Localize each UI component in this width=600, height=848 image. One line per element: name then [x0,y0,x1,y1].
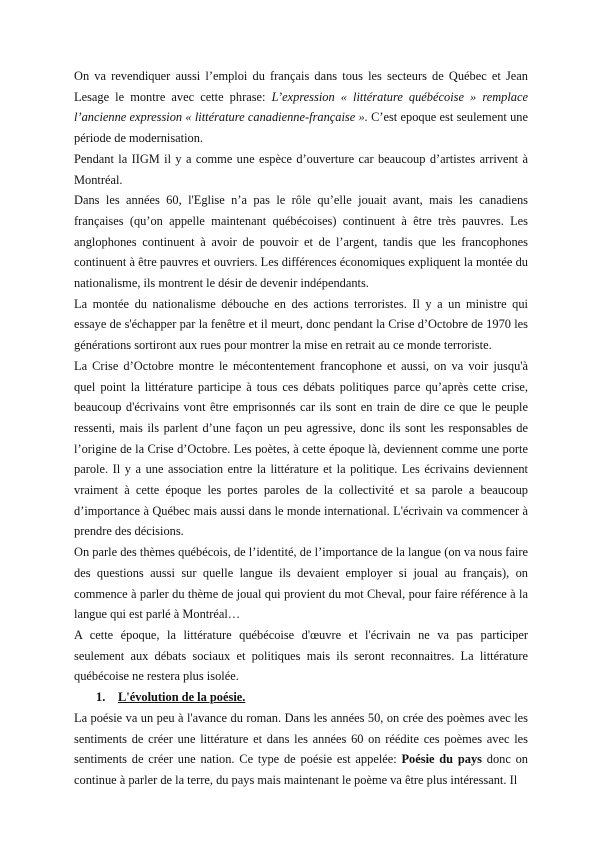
paragraph-crise-octobre: La Crise d’Octobre montre le mécontentement francophone et aussi, on va voir jusqu'à quel point la littérature participe à tous ces débats politiques parce qu’après cette crise, beaucoup d'écrivains vont être emprisonnés car ils sont en train de dire ce que le peuple ressenti, mais ils parlent d’une façon un peu agressive, donc ils sont les responsables de l’origine de la Crise d’Octobre. Les poètes, à cette époque là, deviennent comme une porte parole. Il y a une association entre la littérature et la politique. Les écrivains deviennent vraiment à cette époque les portes paroles de la collectivité et sa parole a beaucoup d’importance à Québec mais aussi dans le monde international. L'écrivain va commencer à prendre des décisions. [74,358,528,539]
document-page [74,66,528,791]
section-heading [74,687,528,708]
section-title: L'évolution de la poésie. [118,690,246,705]
paragraph-iigm: Pendant la IIGM il y a comme une espèce d’ouverture car beaucoup d’artistes arrivent à Montréal. [74,151,528,187]
paragraph-poesie-text: La poésie va un peu à l'avance du roman. Dans les années 50, on crée des poèmes avec les sentiments de créer une littérature et dans les années 60 on réédite ces poèmes avec les sentiments de créer une nation. Ce type de poésie est appelée: [74,710,528,767]
section-number: 1. [96,690,106,705]
paragraph-epoque: A cette époque, la littérature québécoise d'œuvre et l'écrivain ne va pas participer seulement aux débats sociaux et politiques mais ils seront reconnaitres. La littérature québécoise ne restera plus isolée. [74,627,528,684]
paragraph-lesage-text: On va revendiquer aussi l’emploi du français dans tous les secteurs de Québec et Jean Lesage le montre avec cette phrase: [74,69,528,104]
paragraph-themes: On parle des thèmes québécois, de l’identité, de l’importance de la langue (on va nous faire des questions aussi sur quelle langue ils devaient employer si joual au français), on commence à parler du thème de joual qui provient du mot Cheval, pour faire référence à la langue qui est parlé à Montréal… [74,545,528,622]
paragraph-lesage-end: C’est epoque est seulement une période de modernisation. [74,110,528,146]
paragraph-annees-60: Dans les années 60, l'Eglise n’a pas le rôle qu’elle jouait avant, mais les canadiens françaises (qu’on appelle maintenant québécoises) continuent à être très pauvres. Les anglophones continuent à avoir de pouvoir et de l’argent, tandis que les francophones continuent à être pauvres et ouvriers. Les différences économiques expliquent la montée du nationalisme, ils montrent le désir de devenir indépendants. [74,193,528,291]
paragraph-lesage [74,66,528,149]
poesie-du-pays-term: Poésie du pays [401,752,482,767]
paragraph-nationalisme: La montée du nationalisme débouche en des actions terroristes. Il y a un ministre qui essaye de s'échapper par la fenêtre et il meurt, donc pendant la Crise d’Octobre de 1970 les générations sortiront aux rues pour montrer la mise en retrait au ce monde terroriste. [74,296,528,353]
paragraph-poesie [74,708,528,791]
paragraph-poesie-end: donc on continue à parler de la terre, du pays mais maintenant le poème va être plus intéressant. Il [74,752,529,787]
lesage-quote: L’expression « littérature québécoise » remplace l’ancienne expression « littérature canadienne-française ». [74,89,528,125]
